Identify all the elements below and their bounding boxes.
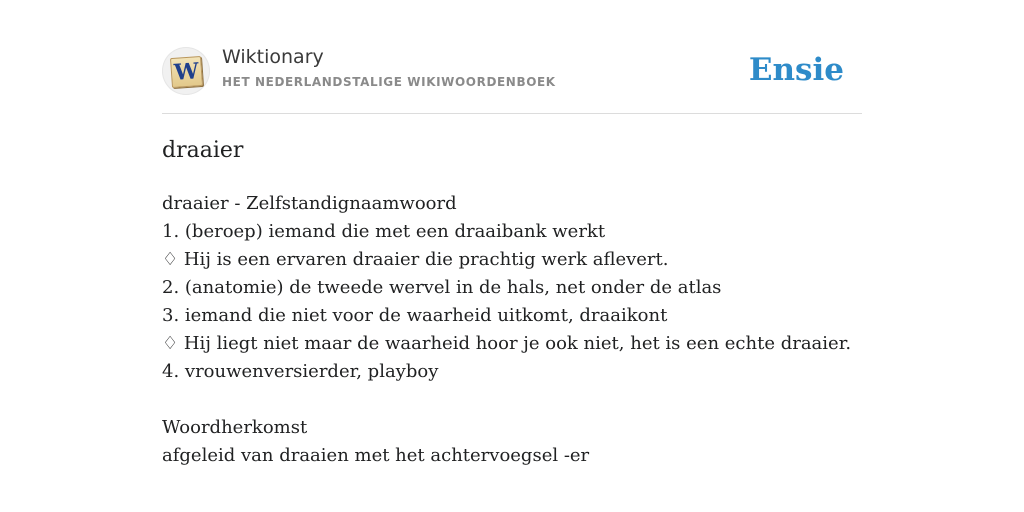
definition-1: 1. (beroep) iemand die met een draaibank werkt xyxy=(162,221,606,242)
example-3: ♢ Hij liegt niet maar de waarheid hoor je ook niet, het is een echte draaier. xyxy=(162,333,852,354)
site-subtitle: HET NEDERLANDSTALIGE WIKIWOORDENBOEK xyxy=(222,75,556,89)
site-header xyxy=(162,44,862,98)
definition-4: 4. vrouwenversierder, playboy xyxy=(162,361,439,382)
word-class-line: draaier - Zelfstandignaamwoord xyxy=(162,193,457,214)
entry-title: draaier xyxy=(162,138,244,163)
site-title[interactable]: Wiktionary xyxy=(222,46,324,68)
definition-2: 2. (anatomie) de tweede wervel in de hals, net onder de atlas xyxy=(162,277,722,298)
example-1: ♢ Hij is een ervaren draaier die prachtig werk aflevert. xyxy=(162,249,669,270)
wiktionary-tile-icon: W xyxy=(170,56,203,88)
wiktionary-logo[interactable] xyxy=(162,47,210,95)
ensie-brand-link[interactable]: Ensie xyxy=(748,52,844,88)
definition-3: 3. iemand die niet voor de waarheid uitkomt, draaikont xyxy=(162,305,668,326)
etymology-heading: Woordherkomst xyxy=(162,417,308,438)
header-divider xyxy=(162,113,862,114)
entry-content xyxy=(162,190,862,470)
etymology-text: afgeleid van draaien met het achtervoegsel -er xyxy=(162,445,590,466)
spacer xyxy=(162,386,862,414)
